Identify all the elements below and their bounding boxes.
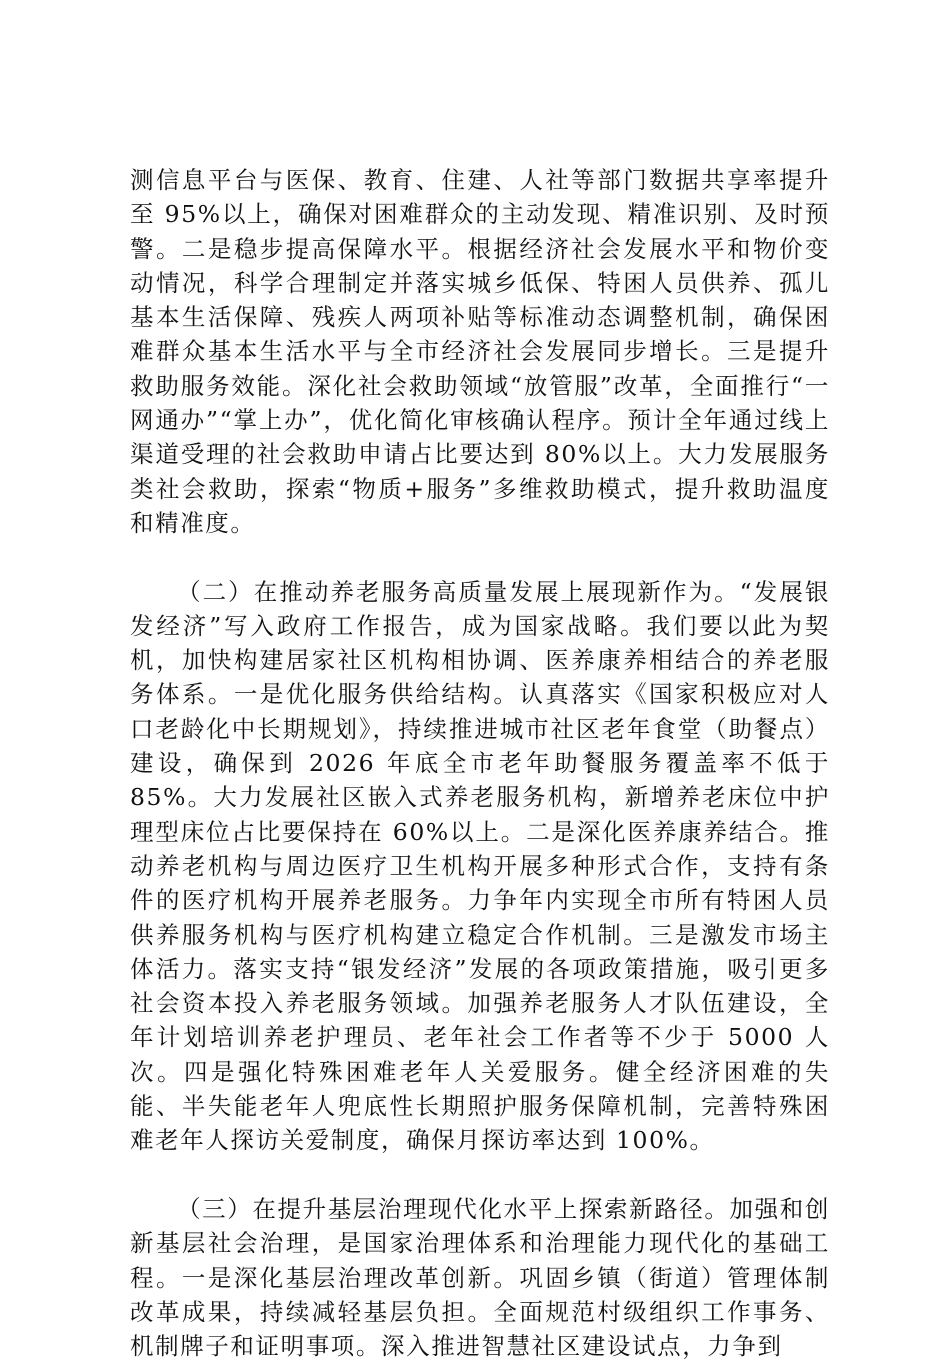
paragraph-2: （二）在推动养老服务高质量发展上展现新作为。“发展银发经济”写入政府工作报告，成为国家战略。我们要以此为契机，加快构建居家社区机构相协调、医养康养相结合的养老服务体系。一是优化服务供给结构。认真落实《国家积极应对人口老龄化中长期规划》，持续推进城市社区老年食堂（助餐点）建设，确保到 2026 年底全市老年助餐服务覆盖率不低于85%。大力发展社区嵌入式养老服务机构，新增养老床位中护理型床位占比要保持在 60%以上。二是深化医养康养结合。推动养老机构与周边医疗卫生机构开展多种形式合作，支持有条件的医疗机构开展养老服务。力争年内实现全市所有特困人员供养服务机构与医疗机构建立稳定合作机制。三是激发市场主体活力。落实支持“银发经济”发展的各项政策措施，吸引更多社会资本投入养老服务领域。加强养老服务人才队伍建设，全年计划培训养老护理员、老年社会工作者等不少于 5000 人次。四是强化特殊困难老年人关爱服务。健全经济困难的失能、半失能老年人兜底性长期照护服务保障机制，完善特殊困难老年人探访关爱制度，确保月探访率达到 100%。 — [130, 577, 830, 1155]
paragraph-1: 测信息平台与医保、教育、住建、人社等部门数据共享率提升至 95%以上，确保对困难群众的主动发现、精准识别、及时预警。二是稳步提高保障水平。根据经济社会发展水平和物价变动情况，科学合理制定并落实城乡低保、特困人员供养、孤儿基本生活保障、残疾人两项补贴等标准动态调整机制，确保困难群众基本生活水平与全市经济社会发展同步增长。三是提升救助服务效能。深化社会救助领域“放管服”改革，全面推行“一网通办”“掌上办”，优化简化审核确认程序。预计全年通过线上渠道受理的社会救助申请占比要达到 80%以上。大力发展服务类社会救助，探索“物质+服务”多维救助模式，提升救助温度和精准度。 — [130, 166, 830, 537]
document-body — [130, 163, 830, 1363]
paragraph-3: （三）在提升基层治理现代化水平上探索新路径。加强和创新基层社会治理，是国家治理体系和治理能力现代化的基础工程。一是深化基层治理改革创新。巩固乡镇（街道）管理体制改革成果，持续减轻基层负担。全面规范村级组织工作事务、机制牌子和证明事项。深入推进智慧社区建设试点，力争到 — [130, 1194, 830, 1361]
